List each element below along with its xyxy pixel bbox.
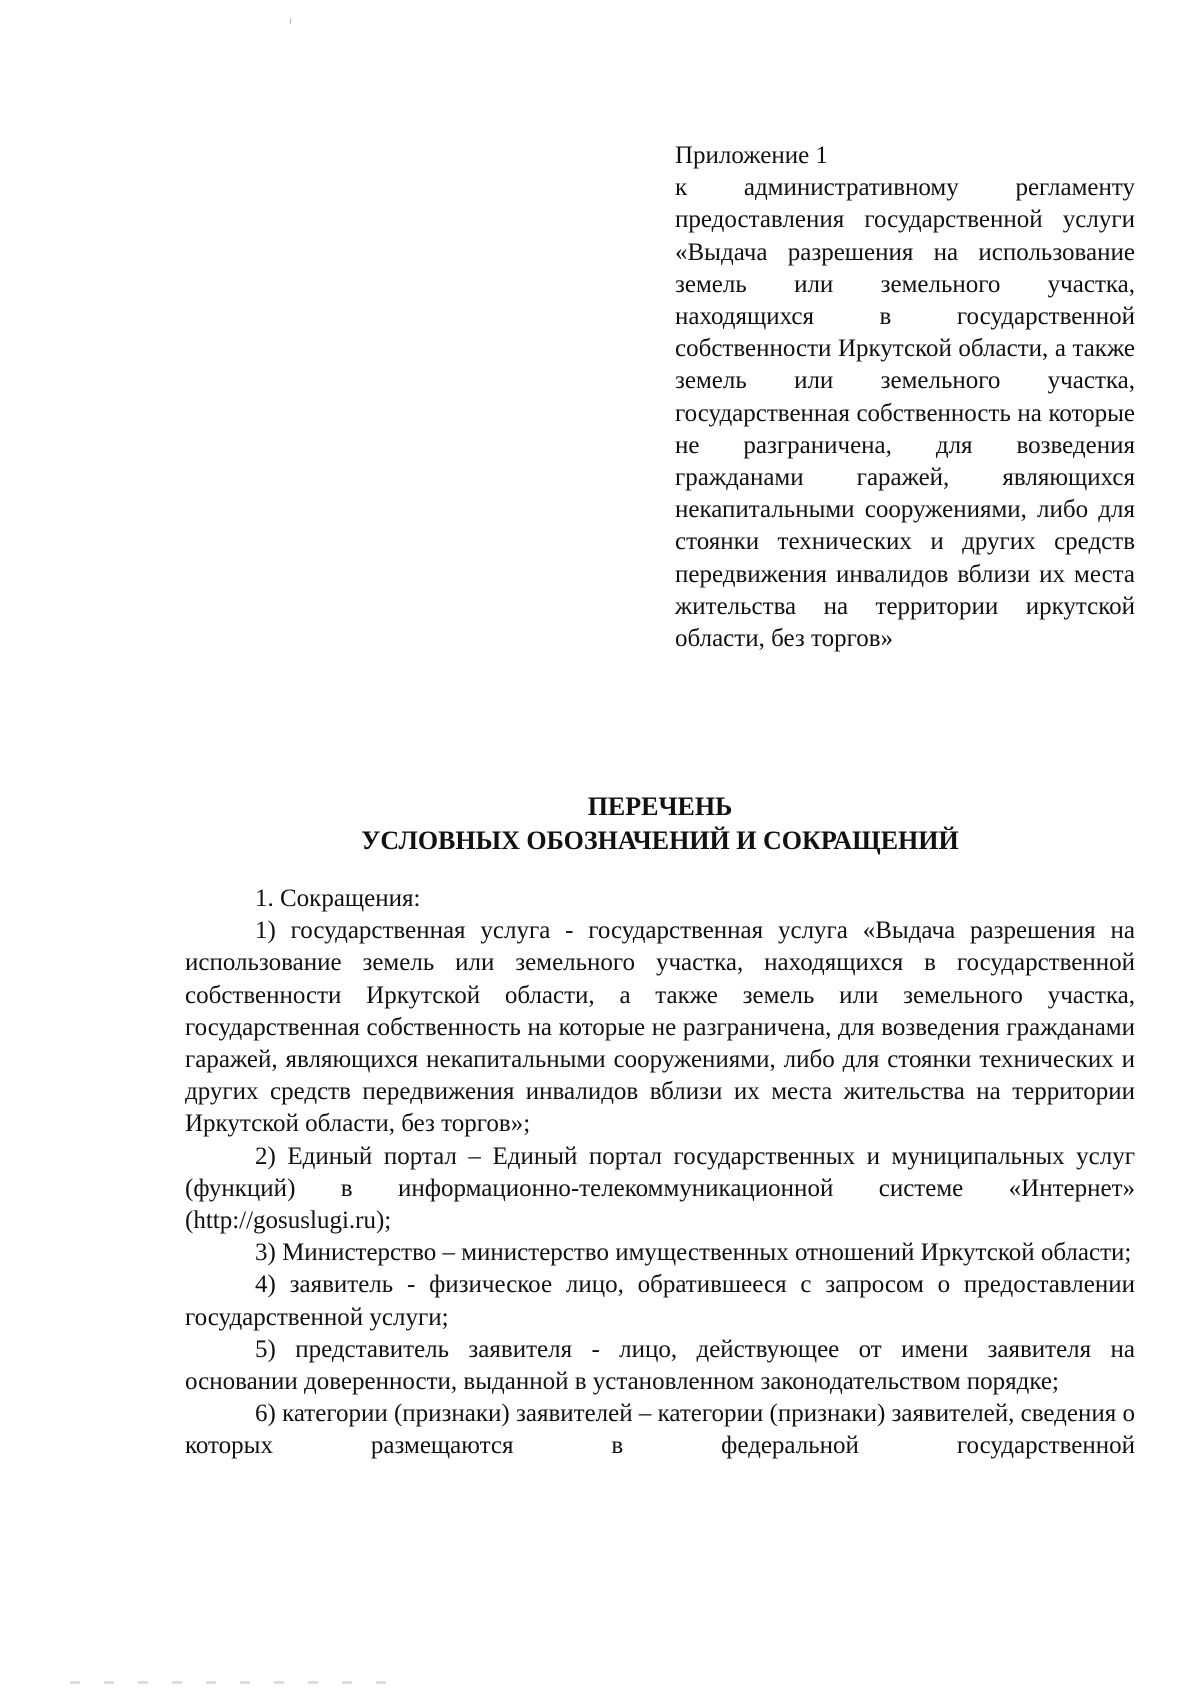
list-item-3: 3) Министерство – министерство имущественных отношений Иркутской области; [255, 1239, 1132, 1267]
heading-line-1: ПЕРЕЧЕНЬ [587, 792, 733, 821]
list-item-5: 5) представитель заявителя - лицо, действующее от имени заявителя на основании доверенности, выданной в установленном законодательством порядке; [185, 1335, 1135, 1396]
document-heading [185, 790, 1135, 858]
list-item-2: 2) Единый портал – Единый портал государственных и муниципальных услуг (функций) в информационно-телекоммуникационной системе «Интернет» (http://gosuslugi.ru); [185, 1142, 1135, 1235]
section-title: 1. Сокращения: [255, 885, 421, 912]
scan-footer-noise [70, 1681, 390, 1684]
appendix-text: к административному регламенту предоставления государственной услуги «Выдача разрешения на использование земель или земельного участка, находящихся в государственной собственности Иркутской области, а также земель или земельного участка, государственная собственность на которые не разграничена, для возведения гражданами гаражей, являющихся некапитальными сооружениями, либо для стоянки технических и других средств передвижения инвалидов вблизи их места жительства на территории иркутской области, без торгов» [675, 174, 1135, 653]
appendix-label: Приложение 1 [675, 142, 828, 169]
main-text [185, 883, 1135, 1463]
list-item-1: 1) государственная услуга - государственная услуга «Выдача разрешения на использование земель или земельного участка, находящихся в государственной собственности Иркутской области, а также земель или земельного участка, государственная собственность на которые не разграничена, для возведения гражданами гаражей, являющихся некапитальными сооружениями, либо для стоянки технических и других средств передвижения инвалидов вблизи их места жительства на территории Иркутской области, без торгов»; [185, 917, 1135, 1138]
list-item-4: 4) заявитель - физическое лицо, обратившееся с запросом о предоставлении государственной услуги; [185, 1271, 1135, 1331]
scan-mark [290, 18, 291, 24]
list-item-6: 6) категории (признаки) заявителей – категории (признаки) заявителей, сведения о которых размещаются в федеральной государственной [185, 1400, 1135, 1460]
heading-line-2: УСЛОВНЫХ ОБОЗНАЧЕНИЙ И СОКРАЩЕНИЙ [361, 826, 959, 855]
appendix-block [675, 140, 1135, 655]
